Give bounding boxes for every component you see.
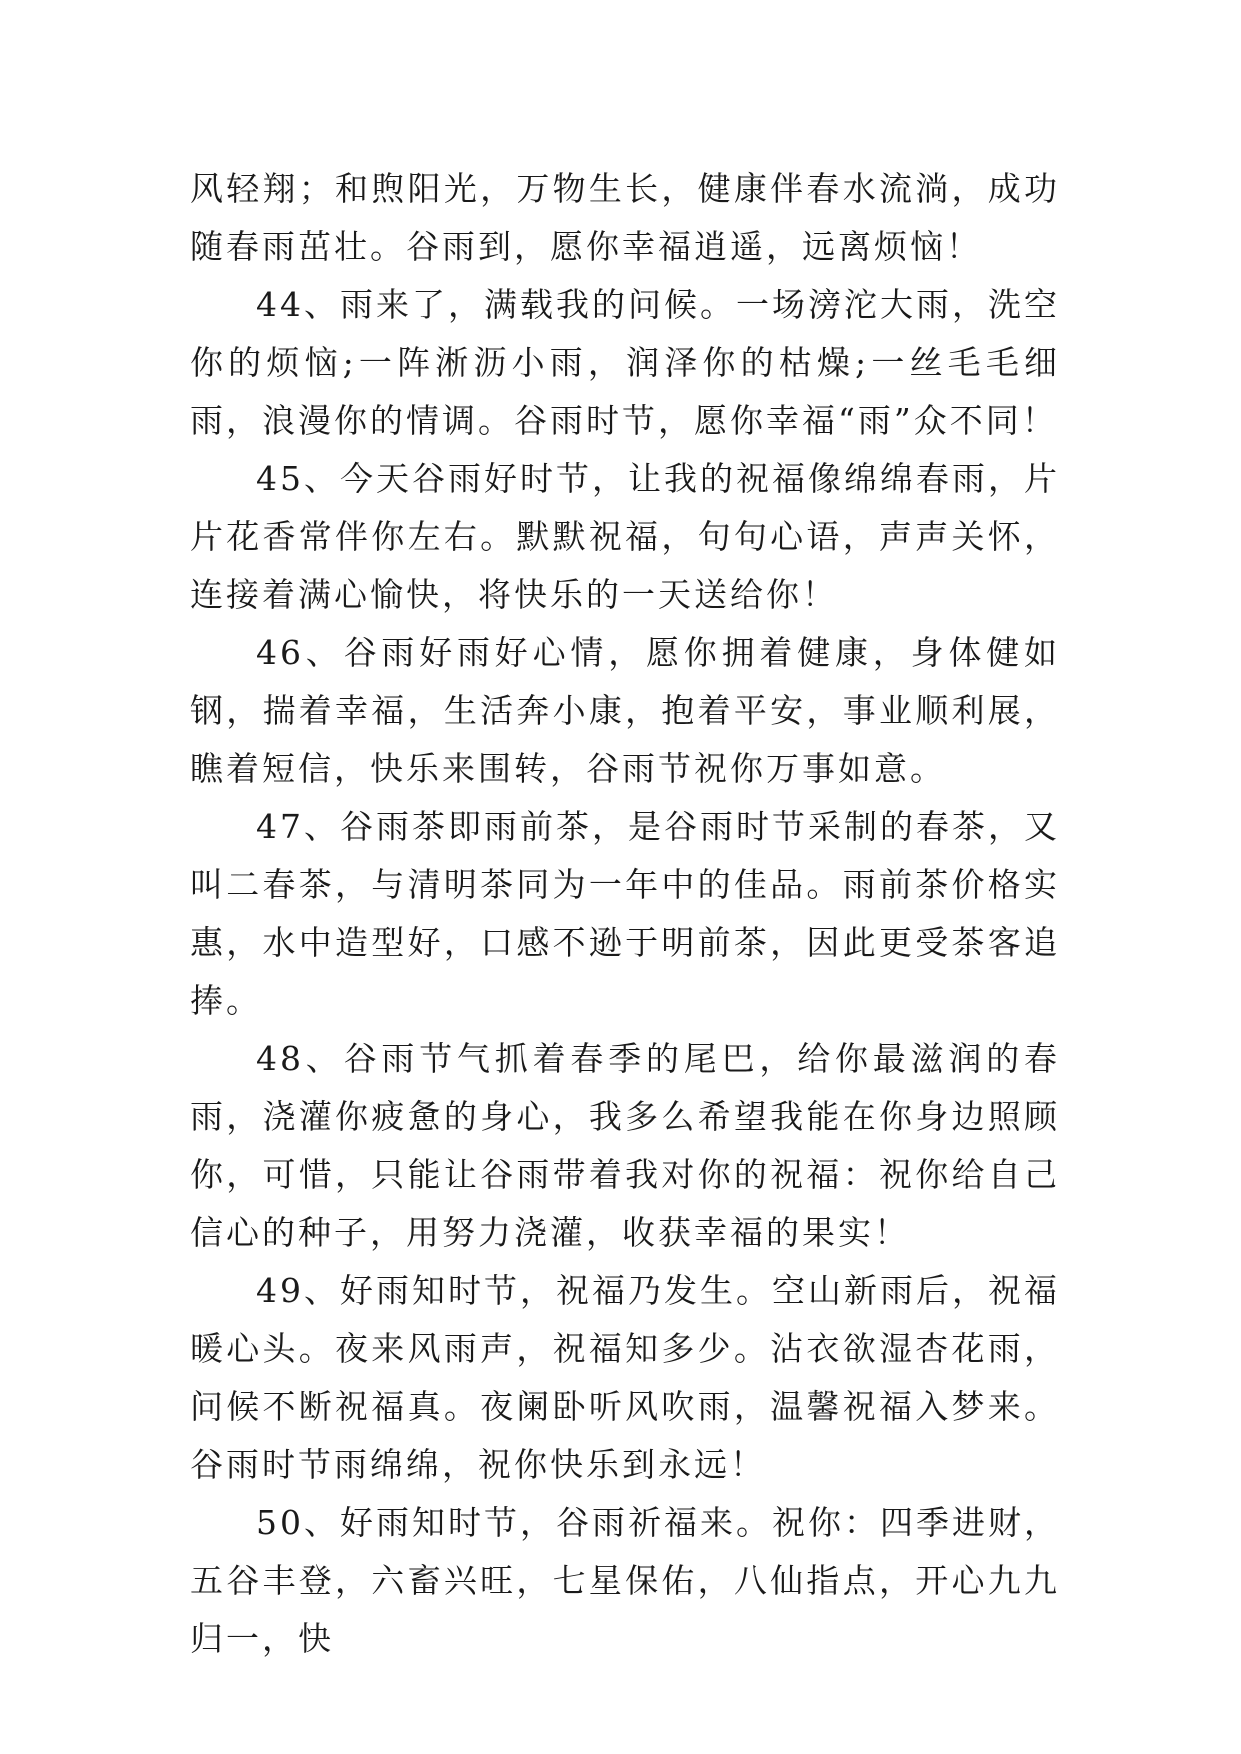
document-body bbox=[190, 160, 1060, 1668]
paragraph-47: 47、谷雨茶即雨前茶，是谷雨时节采制的春茶，又叫二春茶，与清明茶同为一年中的佳品。雨前茶价格实惠，水中造型好，口感不逊于明前茶，因此更受茶客追捧。 bbox=[190, 807, 1060, 1020]
paragraph-continuation: 风轻翔；和煦阳光，万物生长，健康伴春水流淌，成功随春雨茁壮。谷雨到，愿你幸福逍遥，远离烦恼！ bbox=[190, 169, 1060, 266]
paragraph-45: 45、今天谷雨好时节，让我的祝福像绵绵春雨，片片花香常伴你左右。默默祝福，句句心语，声声关怀，连接着满心愉快，将快乐的一天送给你！ bbox=[190, 459, 1060, 614]
paragraph-49: 49、好雨知时节，祝福乃发生。空山新雨后，祝福暖心头。夜来风雨声，祝福知多少。沾衣欲湿杏花雨，问候不断祝福真。夜阑卧听风吹雨，温馨祝福入梦来。谷雨时节雨绵绵，祝你快乐到永远！ bbox=[190, 1271, 1060, 1484]
paragraph-44: 44、雨来了，满载我的问候。一场滂沱大雨，洗空你的烦恼;一阵淅沥小雨，润泽你的枯燥;一丝毛毛细雨，浪漫你的情调。谷雨时节，愿你幸福“雨”众不同！ bbox=[190, 285, 1060, 440]
paragraph-46: 46、谷雨好雨好心情，愿你拥着健康，身体健如钢，揣着幸福，生活奔小康，抱着平安，事业顺利展，瞧着短信，快乐来围转，谷雨节祝你万事如意。 bbox=[190, 633, 1060, 788]
paragraph-50: 50、好雨知时节，谷雨祈福来。祝你：四季进财，五谷丰登，六畜兴旺，七星保佑，八仙指点，开心九九归一，快 bbox=[190, 1503, 1060, 1658]
paragraph-48: 48、谷雨节气抓着春季的尾巴，给你最滋润的春雨，浇灌你疲惫的身心，我多么希望我能在你身边照顾你，可惜，只能让谷雨带着我对你的祝福：祝你给自己信心的种子，用努力浇灌，收获幸福的果实！ bbox=[190, 1039, 1060, 1252]
